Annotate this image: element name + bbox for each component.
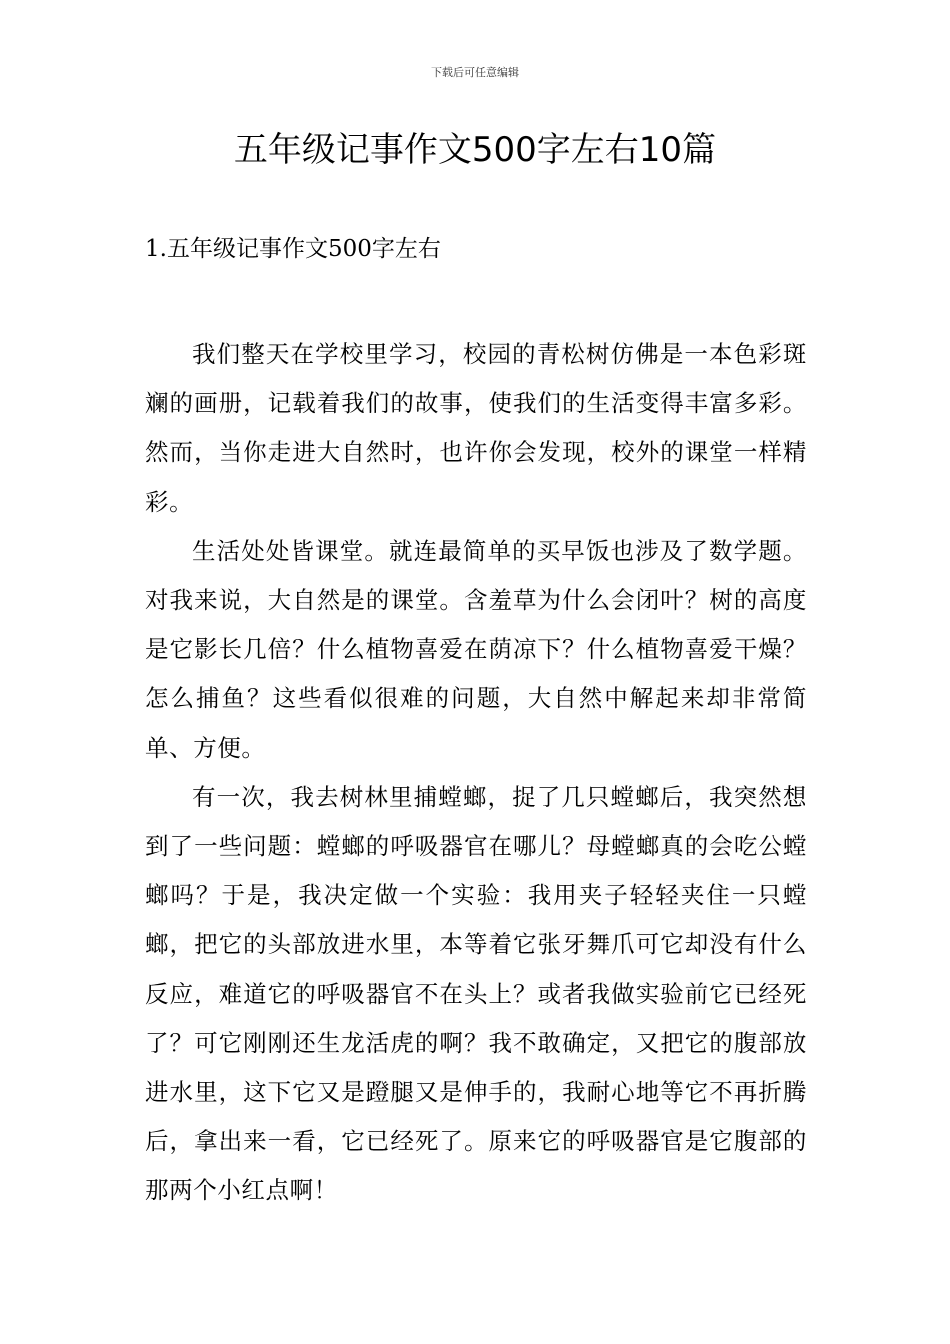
paragraph: 有一次，我去树林里捕螳螂，捉了几只螳螂后，我突然想到了一些问题：螳螂的呼吸器官在哪儿？母螳螂真的会吃公螳螂吗？于是，我决定做一个实验：我用夹子轻轻夹住一只螳螂，把它的头部放进水里，本等着它张牙舞爪可它却没有什么反应，难道它的呼吸器官不在头上？或者我做实验前它已经死了？可它刚刚还生龙活虎的啊？我不敢确定，又把它的腹部放进水里，这下它又是蹬腿又是伸手的，我耐心地等它不再折腾后，拿出来一看，它已经死了。原来它的呼吸器官是它腹部的那两个小红点啊！ [145, 782, 807, 1205]
article-body [145, 330, 807, 1216]
paragraph: 我们整天在学校里学习，校园的青松树仿佛是一本色彩斑斓的画册，记载着我们的故事，使我们的生活变得丰富多彩。然而，当你走进大自然时，也许你会发现，校外的课堂一样精彩。 [145, 340, 807, 516]
section-heading: 1.五年级记事作文500字左右 [145, 236, 441, 262]
document-title: 五年级记事作文500字左右10篇 [233, 130, 717, 170]
header-note: 下载后可任意编辑 [431, 66, 519, 79]
paragraph: 生活处处皆课堂。就连最简单的买早饭也涉及了数学题。对我来说，大自然是的课堂。含羞草为什么会闭叶？树的高度是它影长几倍？什么植物喜爱在荫凉下？什么植物喜爱干燥？怎么捕鱼？这些看似很难的问题，大自然中解起来却非常简单、方便。 [145, 536, 807, 762]
